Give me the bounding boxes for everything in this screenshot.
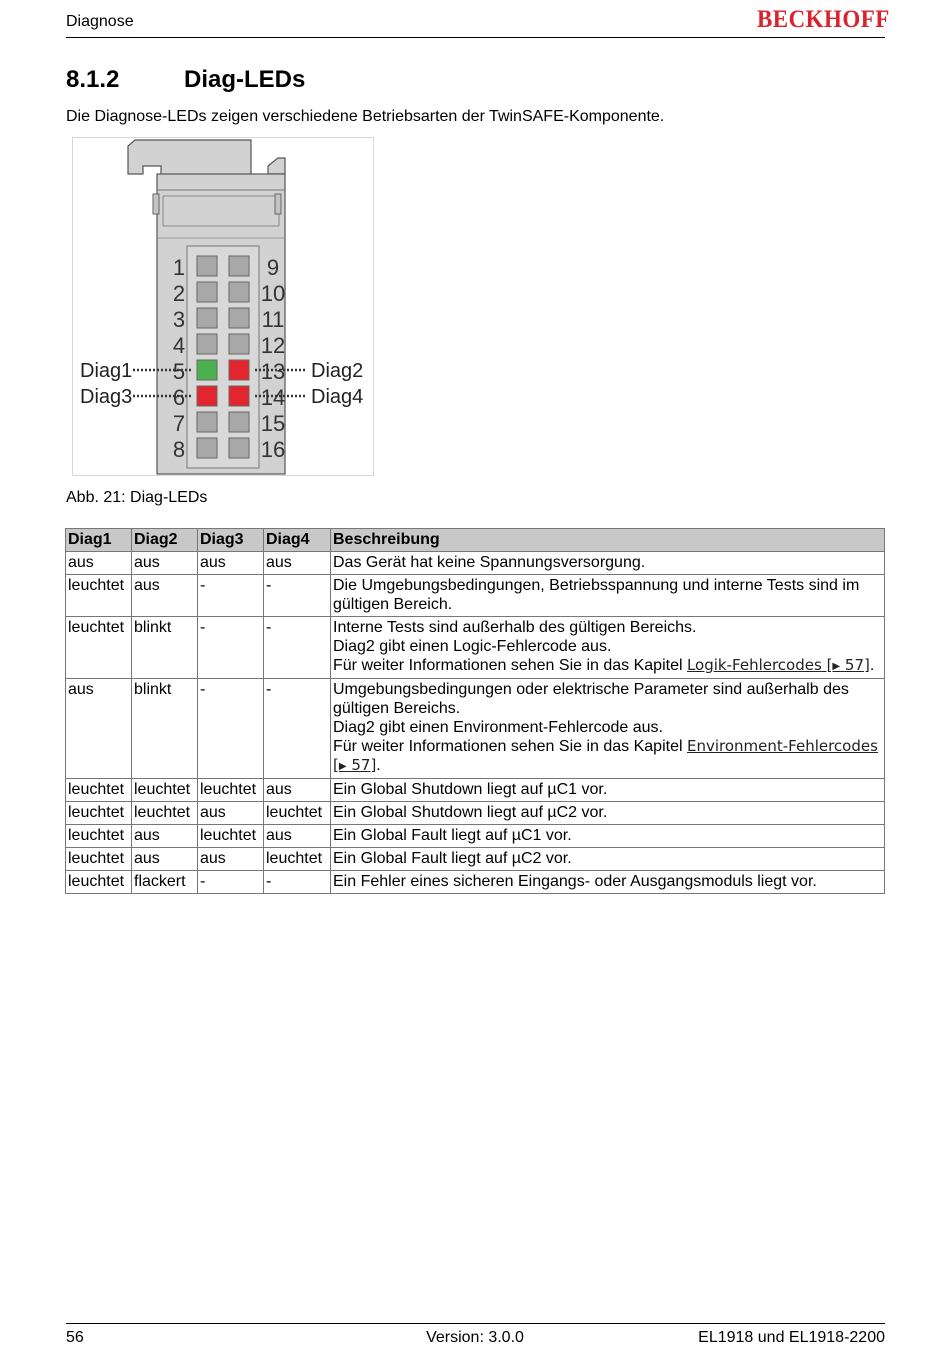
chapter-link[interactable]: Environment-Fehlercodes (686, 737, 878, 755)
table-row (66, 871, 885, 894)
page-number-ref: 57 (351, 756, 371, 774)
column-header: Diag3 (198, 529, 264, 552)
terminal-number-right: 12 (260, 333, 286, 358)
table-cell: leuchtet (198, 825, 264, 848)
reference-line: Für weiter Informationen sehen Sie in das Kapitel Logik-Fehlercodes [▶ 57]. (333, 656, 875, 674)
figure-caption: Abb. 21: Diag-LEDs (66, 489, 208, 506)
diag-led-figure (72, 137, 374, 476)
table-cell: leuchtet (66, 779, 132, 802)
table-cell: - (264, 575, 331, 617)
terminal-number-left: 8 (172, 437, 186, 462)
table-cell: aus (66, 679, 132, 779)
led-right (229, 360, 249, 380)
page-number-ref: 57 (844, 656, 864, 674)
terminal-number-right: 14 (260, 385, 286, 410)
footer-divider (66, 1323, 885, 1324)
table-row (66, 575, 885, 617)
page-reference-link[interactable]: [▶ 57] (821, 656, 870, 674)
callout-diag1: Diag1 (80, 360, 133, 382)
description-text: Die Umgebungsbedingungen, Betriebsspannung und interne Tests sind im gültigen Bereich. (333, 577, 860, 613)
led-right (229, 282, 249, 302)
table-cell: aus (198, 552, 264, 575)
description-cell (331, 679, 885, 779)
led-left (197, 334, 217, 354)
description-cell (331, 575, 885, 617)
led-right (229, 256, 249, 276)
table-cell: aus (264, 552, 331, 575)
reference-line: Für weiter Informationen sehen Sie in das Kapitel Environment-Fehlercodes [▶ 57]. (333, 737, 878, 774)
column-header: Diag2 (132, 529, 198, 552)
table-cell: aus (198, 848, 264, 871)
table-cell: flackert (132, 871, 198, 894)
table-row (66, 779, 885, 802)
table-cell: - (198, 679, 264, 779)
description-cell (331, 552, 885, 575)
terminal-number-left: 7 (172, 411, 186, 436)
led-left (197, 386, 217, 406)
terminal-number-right: 15 (260, 411, 286, 436)
description-text: Ein Global Shutdown liegt auf µC1 vor. (333, 781, 608, 798)
table-cell: leuchtet (132, 802, 198, 825)
table-cell: leuchtet (264, 848, 331, 871)
table-cell: leuchtet (66, 825, 132, 848)
description-text: Diag2 gibt einen Environment-Fehlercode aus. (333, 719, 663, 736)
table-row (66, 552, 885, 575)
led-right (229, 308, 249, 328)
reference-text: Für weiter Informationen sehen Sie in das Kapitel (333, 738, 687, 755)
table-cell: leuchtet (66, 617, 132, 679)
description-cell (331, 825, 885, 848)
description-cell (331, 779, 885, 802)
header-divider (66, 37, 885, 38)
terminal-number-left: 6 (172, 385, 186, 410)
page-reference-link[interactable]: [▶ 57] (333, 756, 377, 774)
table-row (66, 825, 885, 848)
document-version: Version: 3.0.0 (426, 1329, 524, 1346)
led-left (197, 360, 217, 380)
reference-text: Für weiter Informationen sehen Sie in das Kapitel (333, 657, 687, 674)
terminal-number-right: 11 (261, 307, 285, 332)
product-name: EL1918 und EL1918-2200 (698, 1329, 885, 1346)
table-cell: leuchtet (66, 871, 132, 894)
led-right (229, 334, 249, 354)
led-right (229, 438, 249, 458)
table-cell: aus (132, 575, 198, 617)
section-number: 8.1.2 (66, 66, 120, 93)
diag-led-table (65, 528, 885, 894)
description-cell (331, 617, 885, 679)
led-left (197, 256, 217, 276)
table-row (66, 617, 885, 679)
table-cell: leuchtet (198, 779, 264, 802)
description-text: Interne Tests sind außerhalb des gültigen Bereichs. (333, 619, 697, 636)
description-text: Ein Fehler eines sicheren Eingangs- oder Ausgangsmoduls liegt vor. (333, 873, 817, 890)
terminal-number-left: 3 (172, 307, 186, 332)
led-left (197, 412, 217, 432)
callout-diag4: Diag4 (311, 386, 364, 408)
table-cell: aus (264, 825, 331, 848)
table-cell: aus (132, 552, 198, 575)
column-header: Beschreibung (331, 529, 885, 552)
led-right (229, 386, 249, 406)
description-text: Diag2 gibt einen Logic-Fehlercode aus. (333, 638, 612, 655)
terminal-number-left: 1 (172, 255, 186, 280)
table-cell: aus (132, 825, 198, 848)
terminal-number-left: 4 (172, 333, 186, 358)
table-row (66, 679, 885, 779)
callout-diag2: Diag2 (311, 360, 364, 382)
beckhoff-logo: BECKHOFF (757, 6, 890, 33)
column-header: Diag4 (264, 529, 331, 552)
table-cell: leuchtet (132, 779, 198, 802)
terminal-number-right: 9 (266, 255, 280, 280)
description-cell (331, 802, 885, 825)
section-title: Diag-LEDs (184, 66, 306, 93)
description-text: Ein Global Fault liegt auf µC1 vor. (333, 827, 572, 844)
table-cell: aus (198, 802, 264, 825)
play-arrow-icon: ▶ (338, 761, 347, 772)
description-text: Ein Global Fault liegt auf µC2 vor. (333, 850, 572, 867)
chapter-link[interactable]: Logik-Fehlercodes (686, 656, 822, 674)
table-cell: blinkt (132, 679, 198, 779)
led-left (197, 308, 217, 328)
table-row (66, 848, 885, 871)
column-header: Diag1 (66, 529, 132, 552)
led-right (229, 412, 249, 432)
table-cell: blinkt (132, 617, 198, 679)
table-cell: aus (132, 848, 198, 871)
description-cell (331, 871, 885, 894)
terminal-number-right: 13 (260, 359, 286, 384)
table-cell: - (264, 679, 331, 779)
table-cell: leuchtet (66, 575, 132, 617)
description-text: Umgebungsbedingungen oder elektrische Parameter sind außerhalb des gültigen Bereichs. (333, 681, 849, 717)
page-number: 56 (66, 1329, 84, 1346)
page-header-title: Diagnose (66, 13, 134, 30)
terminal-number-right: 16 (260, 437, 286, 462)
terminal-number-right: 10 (260, 281, 286, 306)
led-left (197, 282, 217, 302)
table-cell: leuchtet (66, 848, 132, 871)
callout-diag3: Diag3 (80, 386, 133, 408)
table-row (66, 802, 885, 825)
play-arrow-icon: ▶ (832, 661, 841, 672)
description-text: Ein Global Shutdown liegt auf µC2 vor. (333, 804, 608, 821)
description-cell (331, 848, 885, 871)
table-cell: - (198, 871, 264, 894)
terminal-illustration (73, 138, 373, 475)
table-cell: leuchtet (66, 802, 132, 825)
description-text: Das Gerät hat keine Spannungsversorgung. (333, 554, 646, 571)
table-cell: aus (264, 779, 331, 802)
table-cell: - (264, 871, 331, 894)
table-header-row (66, 529, 885, 552)
terminal-number-left: 2 (172, 281, 186, 306)
table-cell: leuchtet (264, 802, 331, 825)
table-cell: aus (66, 552, 132, 575)
intro-paragraph: Die Diagnose-LEDs zeigen verschiedene Betriebsarten der TwinSAFE-Komponente. (66, 108, 665, 125)
table-cell: - (198, 575, 264, 617)
terminal-number-left: 5 (172, 359, 186, 384)
table-cell: - (264, 617, 331, 679)
led-left (197, 438, 217, 458)
table-cell: - (198, 617, 264, 679)
